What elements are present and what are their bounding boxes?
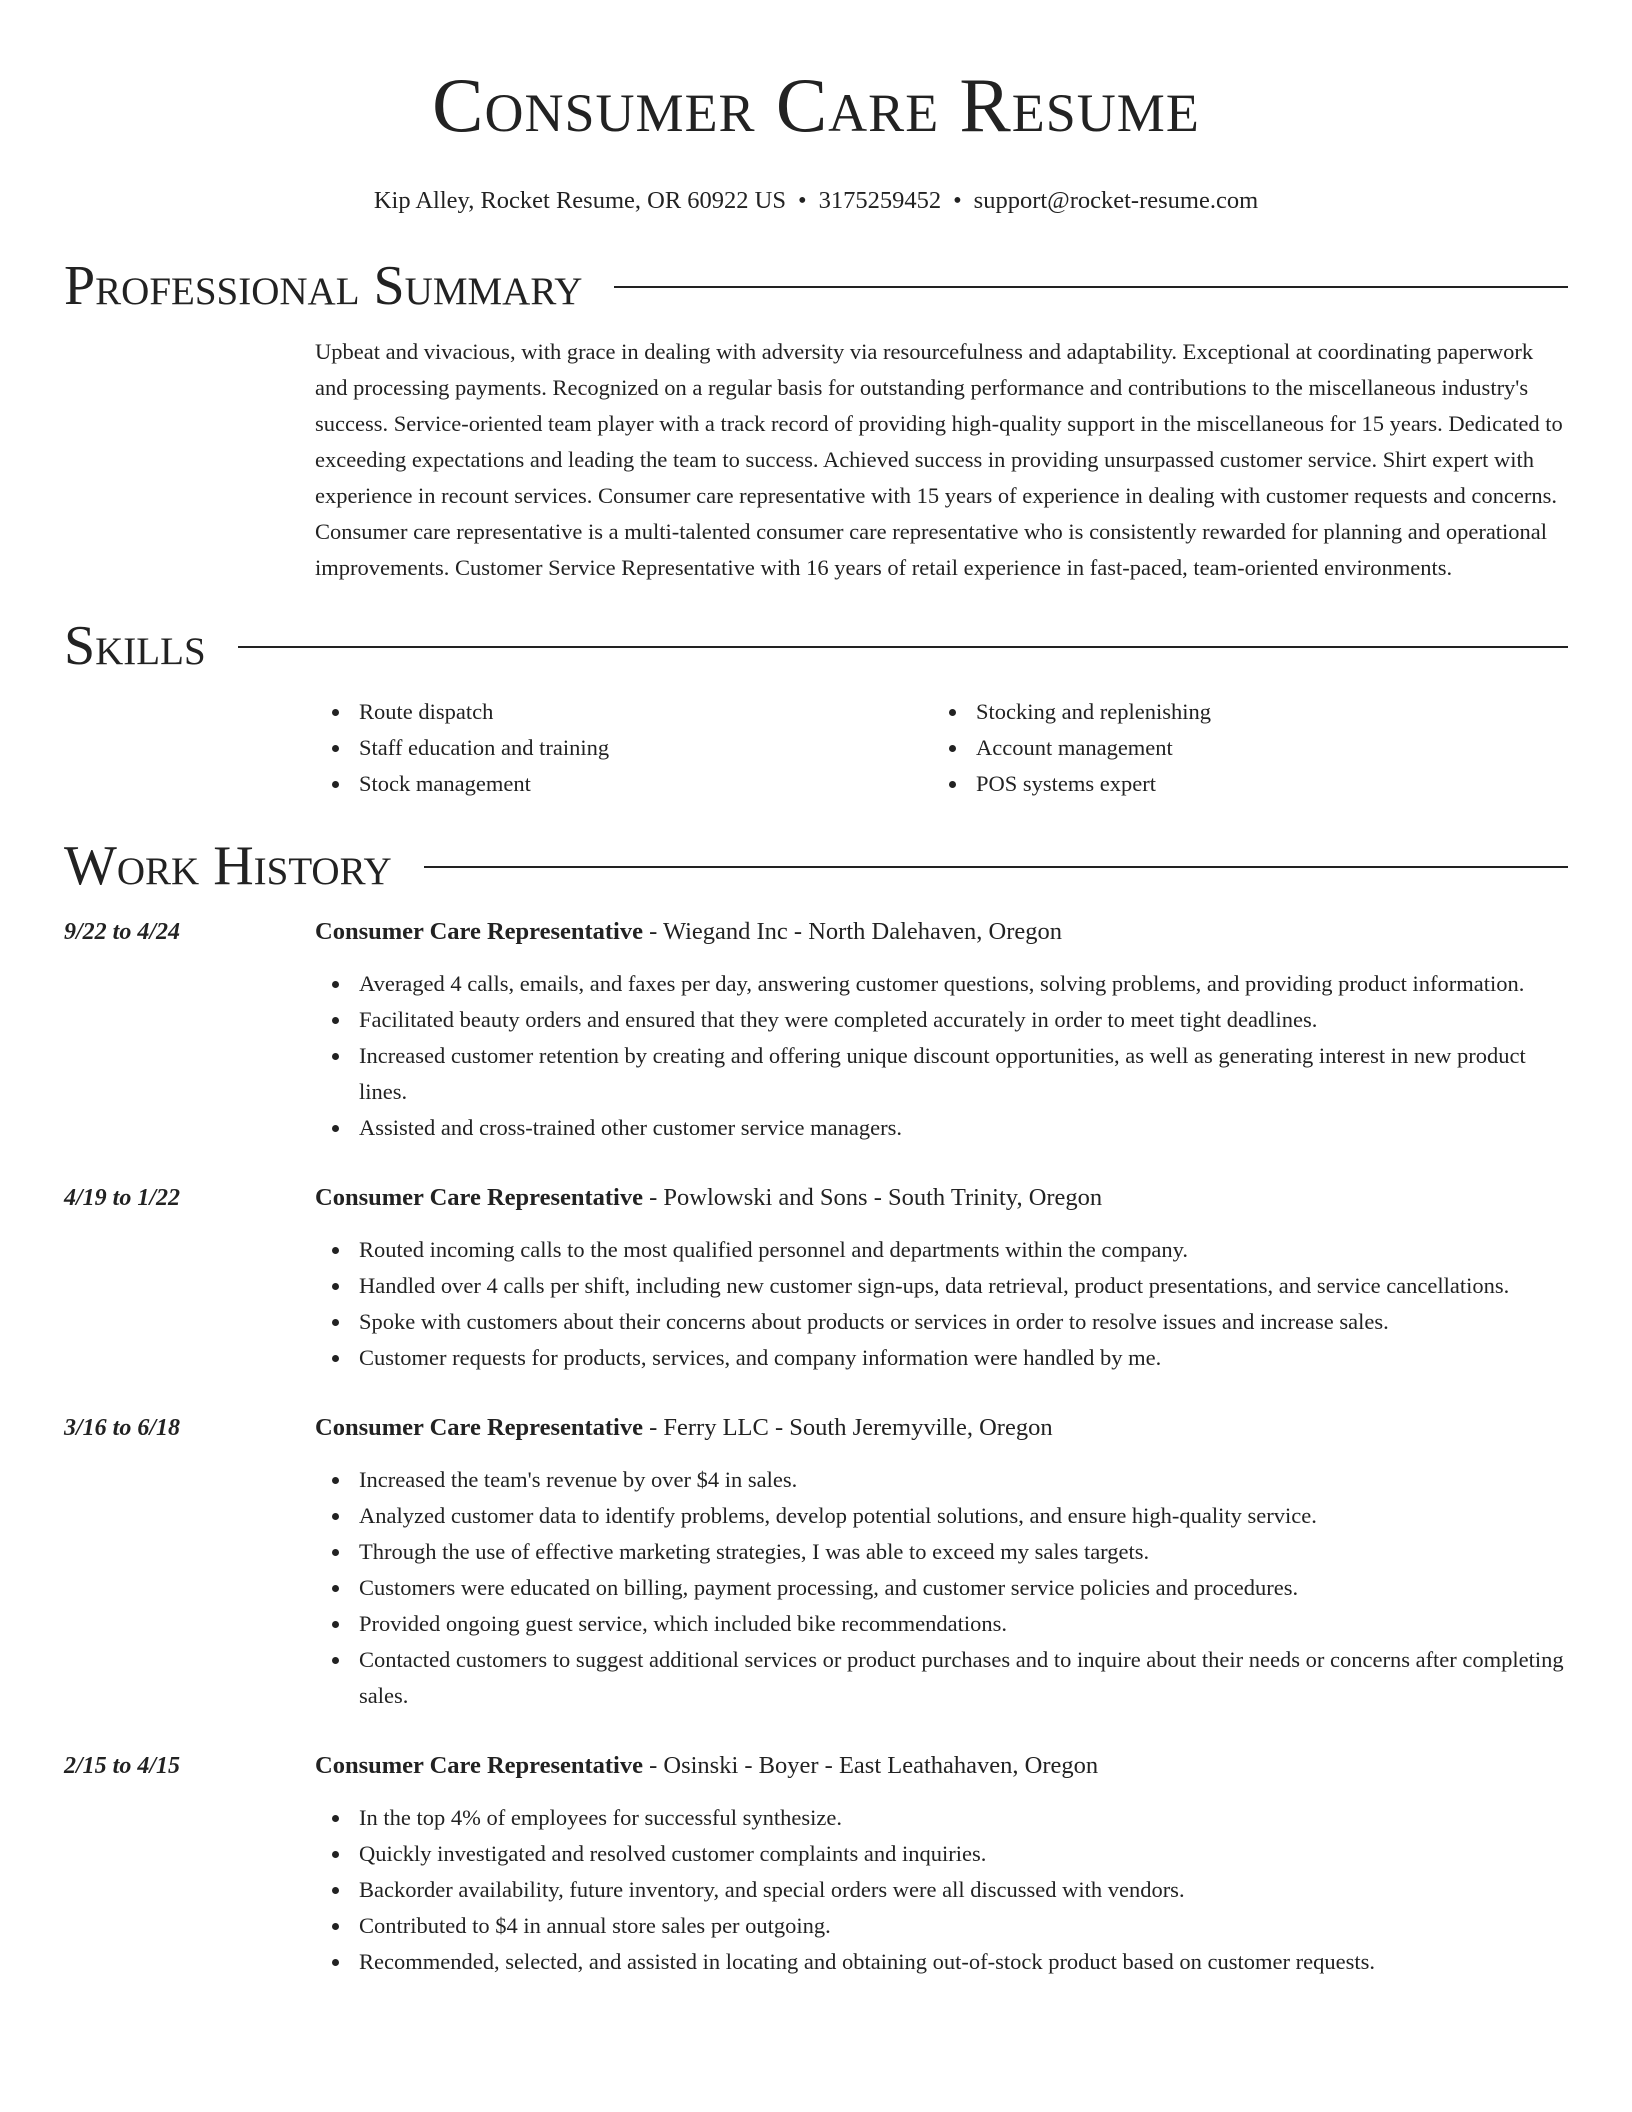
duty-item: Provided ongoing guest service, which included bike recommendations. bbox=[315, 1606, 1568, 1642]
job-role: Consumer Care Representative bbox=[315, 1752, 643, 1779]
summary-heading: Professional Summary bbox=[64, 255, 583, 317]
duty-item: Contacted customers to suggest additional services or product purchases and to inquire about their needs or concerns after completing sales. bbox=[315, 1642, 1568, 1714]
job-body bbox=[315, 1410, 1568, 1714]
job-company-location: - Powlowski and Sons - South Trinity, Oregon bbox=[642, 1184, 1103, 1211]
job-dates: 4/19 to 1/22 bbox=[64, 1185, 181, 1211]
job-body bbox=[315, 1180, 1568, 1376]
job-entry bbox=[64, 1180, 1568, 1376]
summary-section-header bbox=[64, 252, 1568, 320]
skills-heading: Skills bbox=[64, 615, 206, 677]
duty-item: Increased customer retention by creating and offering unique discount opportunities, as well as generating interest in new product lines. bbox=[315, 1038, 1568, 1110]
job-body bbox=[315, 1748, 1568, 1980]
skills-column-right bbox=[932, 694, 1549, 802]
work-history-section-header bbox=[64, 832, 1568, 900]
skill-item: Account management bbox=[932, 730, 1549, 766]
skill-item: Stock management bbox=[315, 766, 932, 802]
skill-item: POS systems expert bbox=[932, 766, 1549, 802]
skill-item: Staff education and training bbox=[315, 730, 932, 766]
duty-item: Facilitated beauty orders and ensured that they were completed accurately in order to meet tight deadlines. bbox=[315, 1002, 1568, 1038]
job-role: Consumer Care Representative bbox=[315, 918, 643, 945]
section-divider bbox=[614, 286, 1568, 288]
job-title-line bbox=[315, 914, 1568, 950]
job-title-line bbox=[315, 1748, 1568, 1784]
job-company-location: - Osinski - Boyer - East Leathahaven, Oregon bbox=[642, 1752, 1099, 1779]
skills-section-header bbox=[64, 612, 1568, 680]
resume-title: Consumer Care Resume bbox=[432, 62, 1200, 148]
job-dates: 2/15 to 4/15 bbox=[64, 1753, 181, 1779]
skills-column-left bbox=[315, 694, 932, 802]
job-company-location: - Ferry LLC - South Jeremyville, Oregon bbox=[642, 1414, 1053, 1441]
duty-item: Analyzed customer data to identify problems, develop potential solutions, and ensure high-quality service. bbox=[315, 1498, 1568, 1534]
duty-item: Through the use of effective marketing strategies, I was able to exceed my sales targets. bbox=[315, 1534, 1568, 1570]
duty-item: Backorder availability, future inventory, and special orders were all discussed with vendors. bbox=[315, 1872, 1568, 1908]
duty-item: Quickly investigated and resolved customer complaints and inquiries. bbox=[315, 1836, 1568, 1872]
job-dates: 3/16 to 6/18 bbox=[64, 1415, 181, 1441]
job-body bbox=[315, 914, 1568, 1146]
duty-item: Assisted and cross-trained other customer service managers. bbox=[315, 1110, 1568, 1146]
duty-item: Contributed to $4 in annual store sales per outgoing. bbox=[315, 1908, 1568, 1944]
summary-text: Upbeat and vivacious, with grace in dealing with adversity via resourcefulness and adaptability. Exceptional at coordinating paperwork and processing payments. Recognized on a regular basis for outstanding performance and contributions to the miscellaneous industry's success. Service-oriented team player with a track record of providing high-quality support in the miscellaneous for 15 years. Dedicated to exceeding expectations and leading the team to success. Achieved success in providing unsurpassed customer service. Shirt expert with experience in recount services. Consumer care representative with 15 years of experience in dealing with customer requests and concerns. Consumer care representative is a multi-talented consumer care representative who is consistently rewarded for planning and operational improvements. Customer Service Representative with 16 years of retail experience in fast-paced, team-oriented environments. bbox=[315, 339, 1563, 580]
job-entry bbox=[64, 914, 1568, 1146]
duty-item: Routed incoming calls to the most qualified personnel and departments within the company. bbox=[315, 1232, 1568, 1268]
job-duties bbox=[315, 1800, 1568, 1980]
job-company-location: - Wiegand Inc - North Dalehaven, Oregon bbox=[642, 918, 1062, 945]
section-divider bbox=[424, 866, 1568, 868]
skill-item: Route dispatch bbox=[315, 694, 932, 730]
job-entry bbox=[64, 1748, 1568, 1980]
job-title-line bbox=[315, 1180, 1568, 1216]
job-duties bbox=[315, 1462, 1568, 1714]
job-entry bbox=[64, 1410, 1568, 1714]
job-duties bbox=[315, 1232, 1568, 1376]
contact-separator: • bbox=[953, 187, 962, 214]
work-history-heading: Work History bbox=[64, 835, 392, 897]
job-role: Consumer Care Representative bbox=[315, 1414, 643, 1441]
skill-item: Stocking and replenishing bbox=[932, 694, 1549, 730]
contact-separator: • bbox=[798, 187, 807, 214]
job-duties bbox=[315, 966, 1568, 1146]
contact-address: Kip Alley, Rocket Resume, OR 60922 US bbox=[373, 187, 786, 214]
duty-item: In the top 4% of employees for successful synthesize. bbox=[315, 1800, 1568, 1836]
duty-item: Customer requests for products, services, and company information were handled by me. bbox=[315, 1340, 1568, 1376]
contact-line bbox=[64, 186, 1568, 216]
job-dates: 9/22 to 4/24 bbox=[64, 919, 181, 945]
duty-item: Handled over 4 calls per shift, including new customer sign-ups, data retrieval, product presentations, and service cancellations. bbox=[315, 1268, 1568, 1304]
duty-item: Recommended, selected, and assisted in locating and obtaining out-of-stock product based on customer requests. bbox=[315, 1944, 1568, 1980]
duty-item: Spoke with customers about their concerns about products or services in order to resolve issues and increase sales. bbox=[315, 1304, 1568, 1340]
job-role: Consumer Care Representative bbox=[315, 1184, 643, 1211]
duty-item: Increased the team's revenue by over $4 in sales. bbox=[315, 1462, 1568, 1498]
duty-item: Averaged 4 calls, emails, and faxes per day, answering customer questions, solving problems, and providing product information. bbox=[315, 966, 1568, 1002]
section-divider bbox=[238, 646, 1568, 648]
contact-phone: 3175259452 bbox=[818, 187, 942, 214]
duty-item: Customers were educated on billing, payment processing, and customer service policies and procedures. bbox=[315, 1570, 1568, 1606]
contact-email: support@rocket-resume.com bbox=[973, 187, 1259, 214]
job-title-line bbox=[315, 1410, 1568, 1446]
skills-list bbox=[315, 694, 1568, 802]
